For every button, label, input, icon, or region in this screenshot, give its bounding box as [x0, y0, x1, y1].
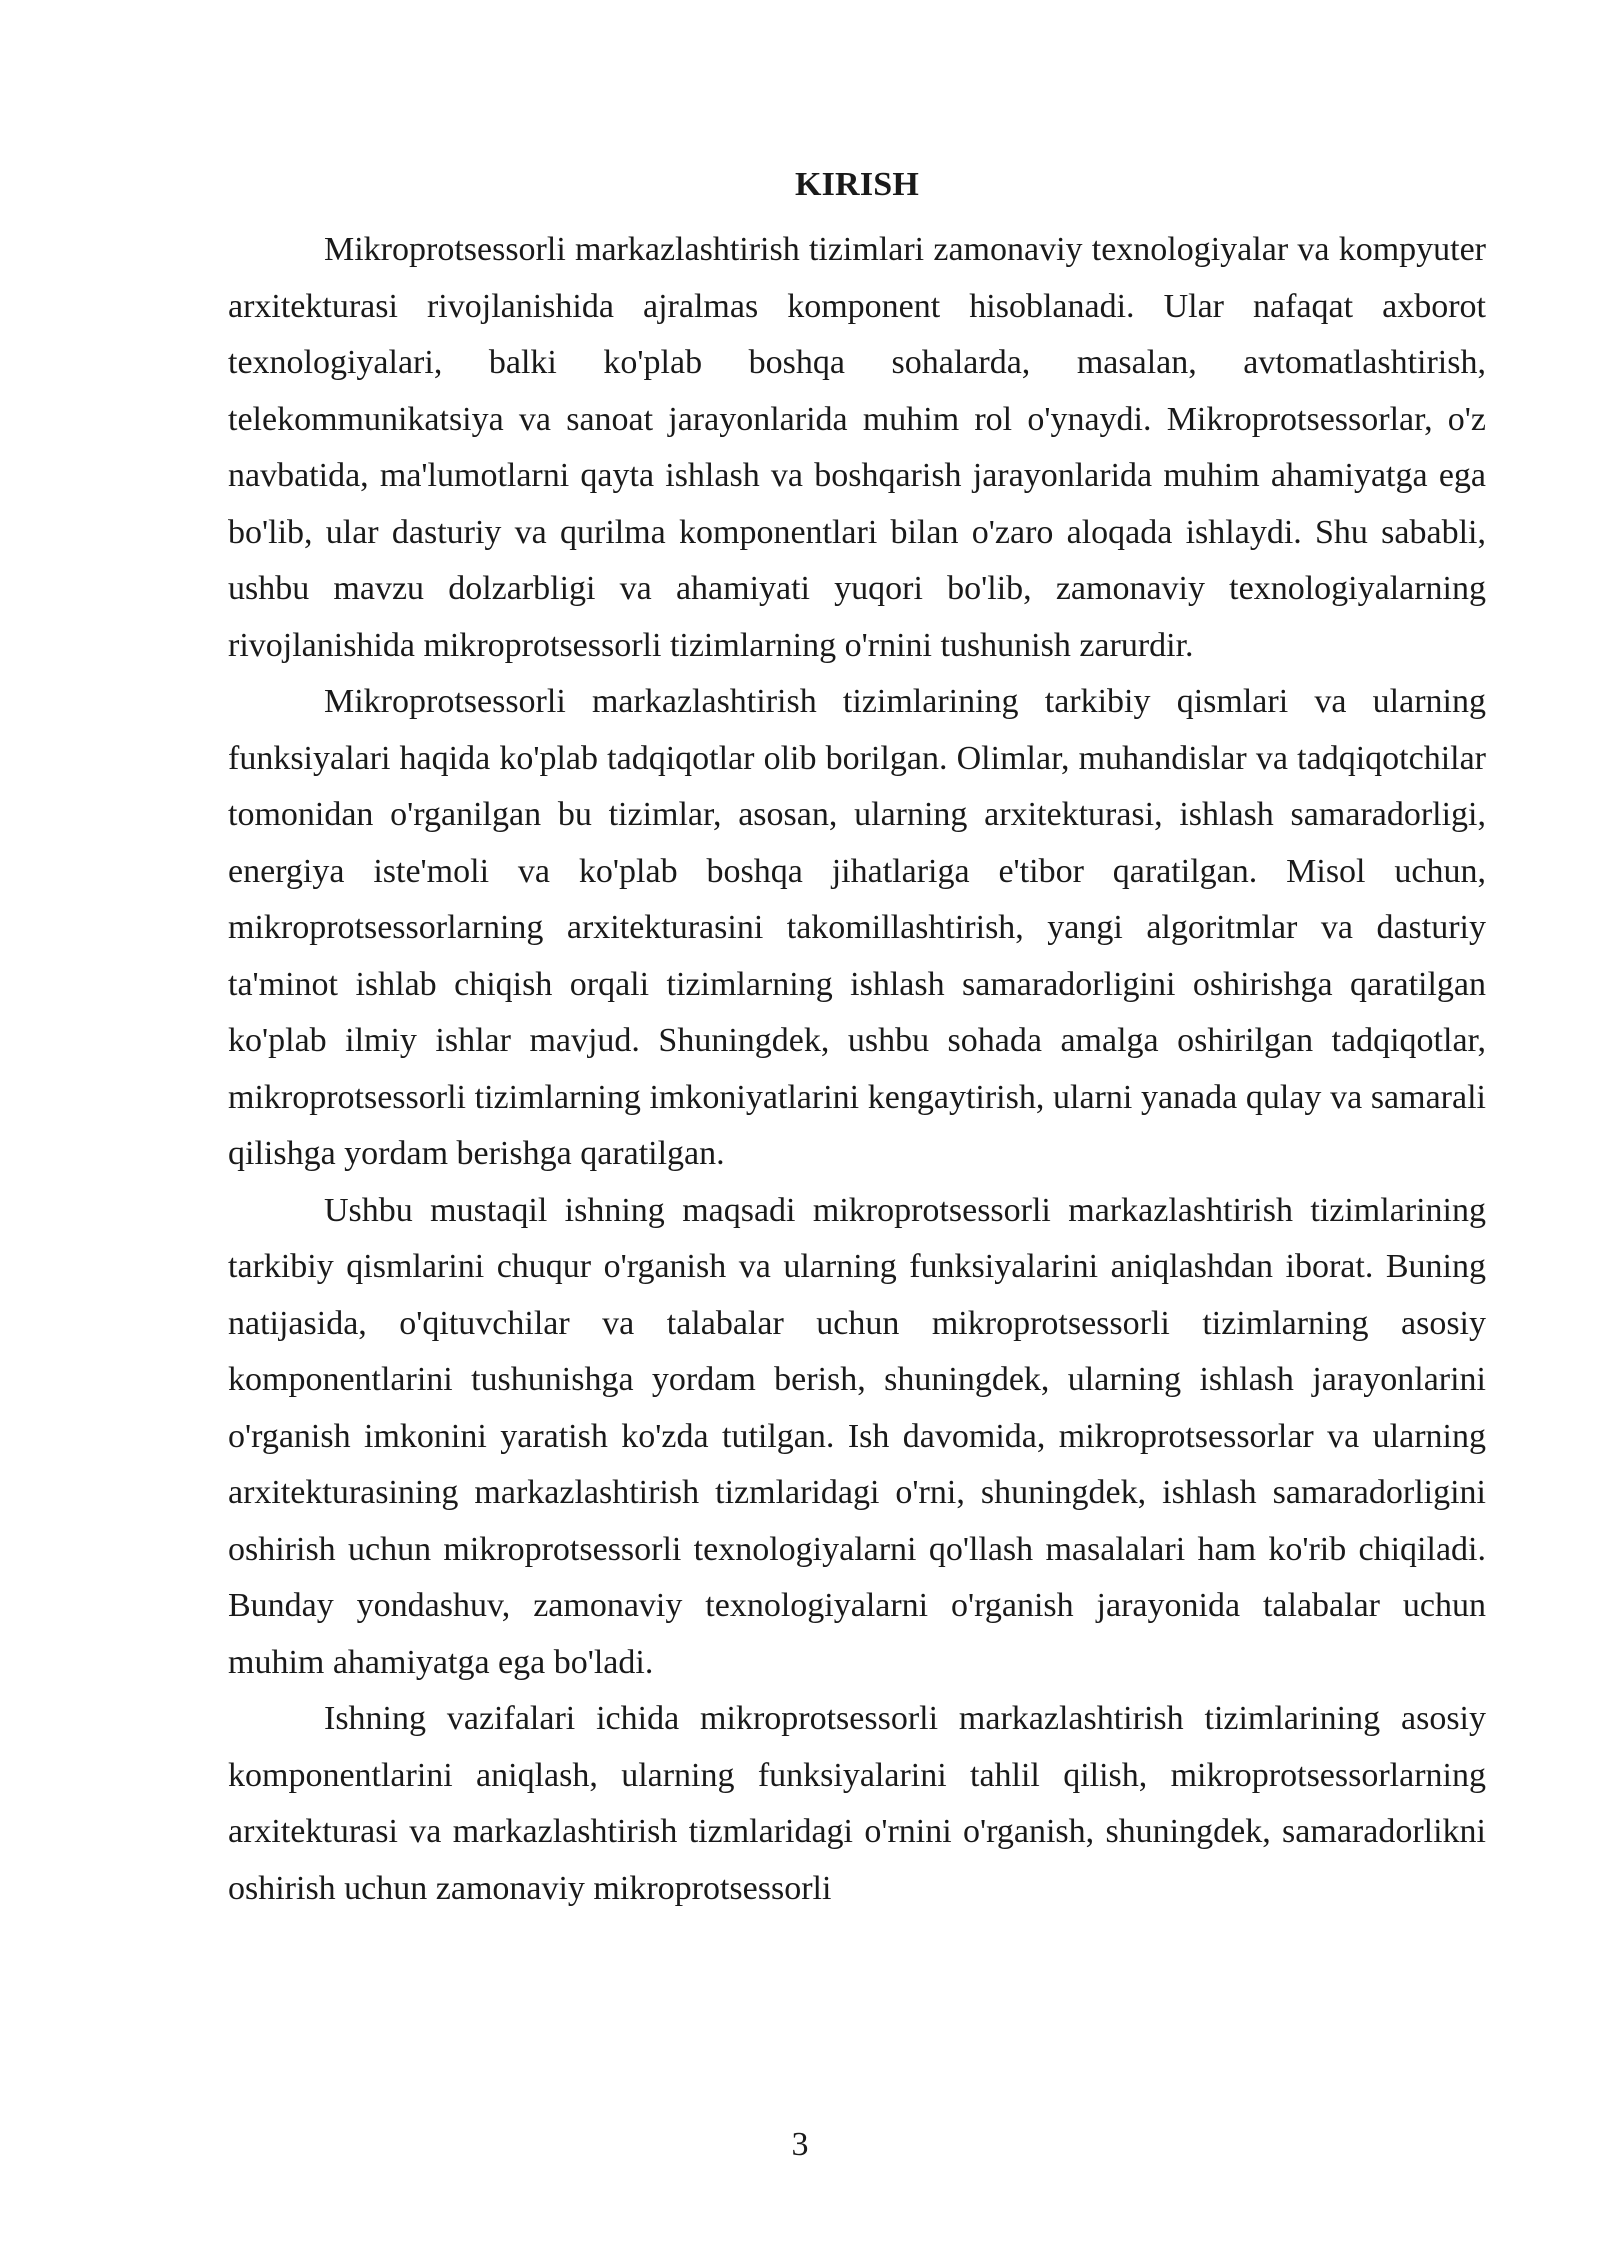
page-title: KIRISH — [794, 166, 920, 203]
paragraph-4: Ishning vazifalari ichida mikroprotsessorli markazlashtirish tizimlarining asosiy komponentlarini aniqlash, ularning funksiyalarini tahlil qilish, mikroprotsessorlarning arxitekturasi va markazlashtirish tizmlaridagi o'rnini o'rganish, shuningdek, samaradorlikni oshirish uchun zamonaviy mikroprotsessorli — [228, 1700, 1486, 1907]
paragraph-1: Mikroprotsessorli markazlashtirish tizimlari zamonaviy texnologiyalar va kompyuter arxitekturasi rivojlanishida ajralmas komponent hisoblanadi. Ular nafaqat axborot texnologiyalari, balki ko'plab boshqa sohalarda, masalan, avtomatlashtirish, telekommunikatsiya va sanoat jarayonlarida muhim rol o'ynaydi. Mikroprotsessorlar, o'z navbatida, ma'lumotlarni qayta ishlash va boshqarish jarayonlarida muhim ahamiyatga ega bo'lib, ular dasturiy va qurilma komponentlari bilan o'zaro aloqada ishlaydi. Shu sababli, ushbu mavzu dolzarbligi va ahamiyati yuqori bo'lib, zamonaviy texnologiyalarning rivojlanishida mikroprotsessorli tizimlarning o'rnini tushunish zarurdir. — [228, 231, 1486, 664]
page-number: 3 — [791, 2126, 809, 2163]
paragraph-3: Ushbu mustaqil ishning maqsadi mikroprotsessorli markazlashtirish tizimlarining tarkibiy qismlarini chuqur o'rganish va ularning funksiyalarini aniqlashdan iborat. Buning natijasida, o'qituvchilar va talabalar uchun mikroprotsessorli tizimlarning asosiy komponentlarini tushunishga yordam berish, shuningdek, ularning ishlash jarayonlarini o'rganish imkonini yaratish ko'zda tutilgan. Ish davomida, mikroprotsessorlar va ularning arxitekturasining markazlashtirish tizmlaridagi o'rni, shuningdek, ishlash samaradorligini oshirish uchun mikroprotsessorli texnologiyalarni qo'llash masalalari ham ko'rib chiqiladi. Bunday yondashuv, zamonaviy texnologiyalarni o'rganish jarayonida talabalar uchun muhim ahamiyatga ega bo'ladi. — [228, 1191, 1486, 1681]
page-content — [228, 160, 1486, 1917]
paragraph-2: Mikroprotsessorli markazlashtirish tizimlarining tarkibiy qismlari va ularning funksiyalari haqida ko'plab tadqiqotlar olib borilgan. Olimlar, muhandislar va tadqiqotchilar tomonidan o'rganilgan bu tizimlar, asosan, ularning arxitekturasi, ishlash samaradorligi, energiya iste'moli va ko'plab boshqa jihatlariga e'tibor qaratilgan. Misol uchun, mikroprotsessorlarning arxitekturasini takomillashtirish, yangi algoritmlar va dasturiy ta'minot ishlab chiqish orqali tizimlarning ishlash samaradorligini oshirishga qaratilgan ko'plab ilmiy ishlar mavjud. Shuningdek, ushbu sohada amalga oshirilgan tadqiqotlar, mikroprotsessorli tizimlarning imkoniyatlarini kengaytirish, ularni yanada qulay va samarali qilishga yordam berishga qaratilgan. — [228, 683, 1486, 1172]
